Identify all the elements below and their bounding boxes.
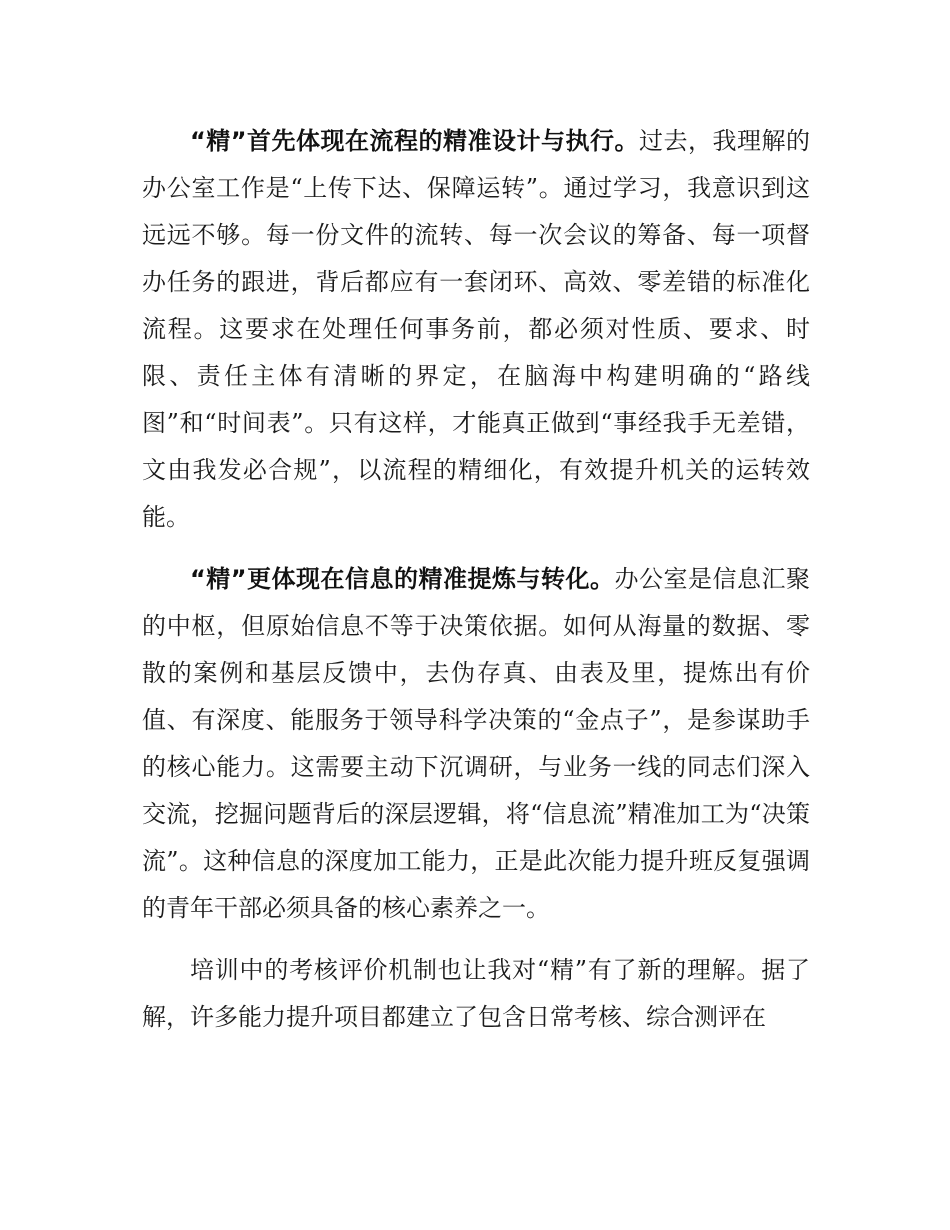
paragraph-lead: “精”更体现在信息的精准提炼与转化。 xyxy=(190,565,615,593)
paragraph-process-precision xyxy=(142,118,810,541)
paragraph-information-precision xyxy=(142,556,810,932)
paragraph-lead: “精”首先体现在流程的精准设计与执行。 xyxy=(190,127,640,155)
paragraph-body: 办公室是信息汇聚的中枢，但原始信息不等于决策依据。如何从海量的数据、零散的案例和基层反馈中，去伪存真、由表及里，提炼出有价值、有深度、能服务于领导科学决策的“金点子”，是参谋助手的核心能力。这需要主动下沉调研，与业务一线的同志们深入交流，挖掘问题背后的深层逻辑，将“信息流”精准加工为“决策流”。这种信息的深度加工能力，正是此次能力提升班反复强调的青年干部必须具备的核心素养之一。 xyxy=(142,565,811,922)
document-body xyxy=(142,118,810,1056)
paragraph-evaluation-mechanism xyxy=(142,947,810,1041)
paragraph-body: 过去，我理解的办公室工作是“上传下达、保障运转”。通过学习，我意识到这远远不够。每一份文件的流转、每一次会议的筹备、每一项督办任务的跟进，背后都应有一套闭环、高效、零差错的标准化流程。这要求在处理任何事务前，都必须对性质、要求、时限、责任主体有清晰的界定，在脑海中构建明确的“路线图”和“时间表”。只有这样，才能真正做到“事经我手无差错，文由我发必合规”，以流程的精细化，有效提升机关的运转效能。 xyxy=(142,127,811,531)
paragraph-body: 培训中的考核评价机制也让我对“精”有了新的理解。据了解，许多能力提升项目都建立了包含日常考核、综合测评在 xyxy=(142,956,810,1031)
